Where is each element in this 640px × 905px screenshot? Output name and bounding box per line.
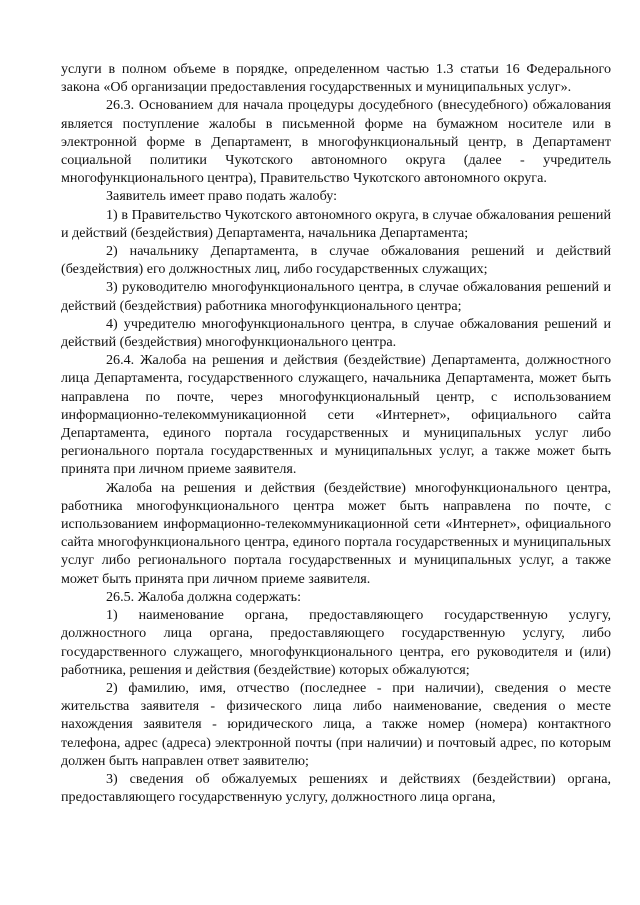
list-item-4: 4) учредителю многофункционального центра, в случае обжалования решений и действий (бездействия) многофункционального центра. (61, 315, 611, 351)
content-item-3: 3) сведения об обжалуемых решениях и действиях (бездействии) органа, предоставляющего государственную услугу, должностного лица органа, (61, 770, 611, 806)
list-item-1: 1) в Правительство Чукотского автономного округа, в случае обжалования решений и действий (бездействия) Департамента, начальника Департамента; (61, 206, 611, 241)
paragraph-continuation: услуги в полном объеме в порядке, определенном частью 1.3 статьи 16 Федерального закона «Об организации предоставления государственных и муниципальных услуг». (61, 61, 611, 96)
paragraph-26-5: 26.5. Жалоба должна содержать: (106, 588, 302, 605)
document-page (61, 60, 611, 806)
list-item-3: 3) руководителю многофункционального центра, в случае обжалования решений и действий (бездействия) работника многофункционального центра; (61, 279, 611, 314)
paragraph-complaint-right: Заявитель имеет право подать жалобу: (106, 188, 337, 205)
content-item-2: 2) фамилию, имя, отчество (последнее - при наличии), сведения о месте жительства заявителя - физического лица либо наименование, сведения о месте нахождения заявителя - юридического лица, а также номер (номера) контактного телефона, адрес (адреса) электронной почты (при наличии) и почтовый адрес, по которым должен быть направлен ответ заявителю; (61, 679, 611, 769)
list-item-2: 2) начальнику Департамента, в случае обжалования решений и действий (бездействия) его должностных лиц, либо государственных служащих; (61, 243, 611, 278)
paragraph-26-4: 26.4. Жалоба на решения и действия (бездействие) Департамента, должностного лица Департамента, государственного служащего, начальника Департамента, может быть направлена по почте, через многофункциональный центр, с использованием информационно-телекоммуникационной сети «Интернет», официального сайта Департамента, единого портала государственных и муниципальных услуг либо регионального портала государственных и муниципальных услуг, а также может быть принята при личном приеме заявителя. (61, 352, 611, 478)
paragraph-mfc-complaint: Жалоба на решения и действия (бездействие) многофункционального центра, работника многофункционального центра может быть направлена по почте, с использованием информационно-телекоммуникационной сети «Интернет», официального сайта многофункционального центра, единого портала государственных и муниципальных услуг либо регионального портала государственных и муниципальных услуг, а также может быть принята при личном приеме заявителя. (61, 479, 611, 587)
content-item-1: 1) наименование органа, предоставляющего государственную услугу, должностного лица органа, предоставляющего государственную услугу, либо государственного служащего, многофункционального центра, его руководителя и (или) работника, решения и действия (бездействие) которых обжалуются; (61, 607, 611, 678)
paragraph-26-3: 26.3. Основанием для начала процедуры досудебного (внесудебного) обжалования является поступление жалобы в письменной форме на бумажном носителе или в электронной форме в Департамент, в многофункциональный центр, в Департамент социальной политики Чукотского автономного округа (далее - учредитель многофункционального центра), Правительство Чукотского автономного округа. (61, 97, 611, 187)
